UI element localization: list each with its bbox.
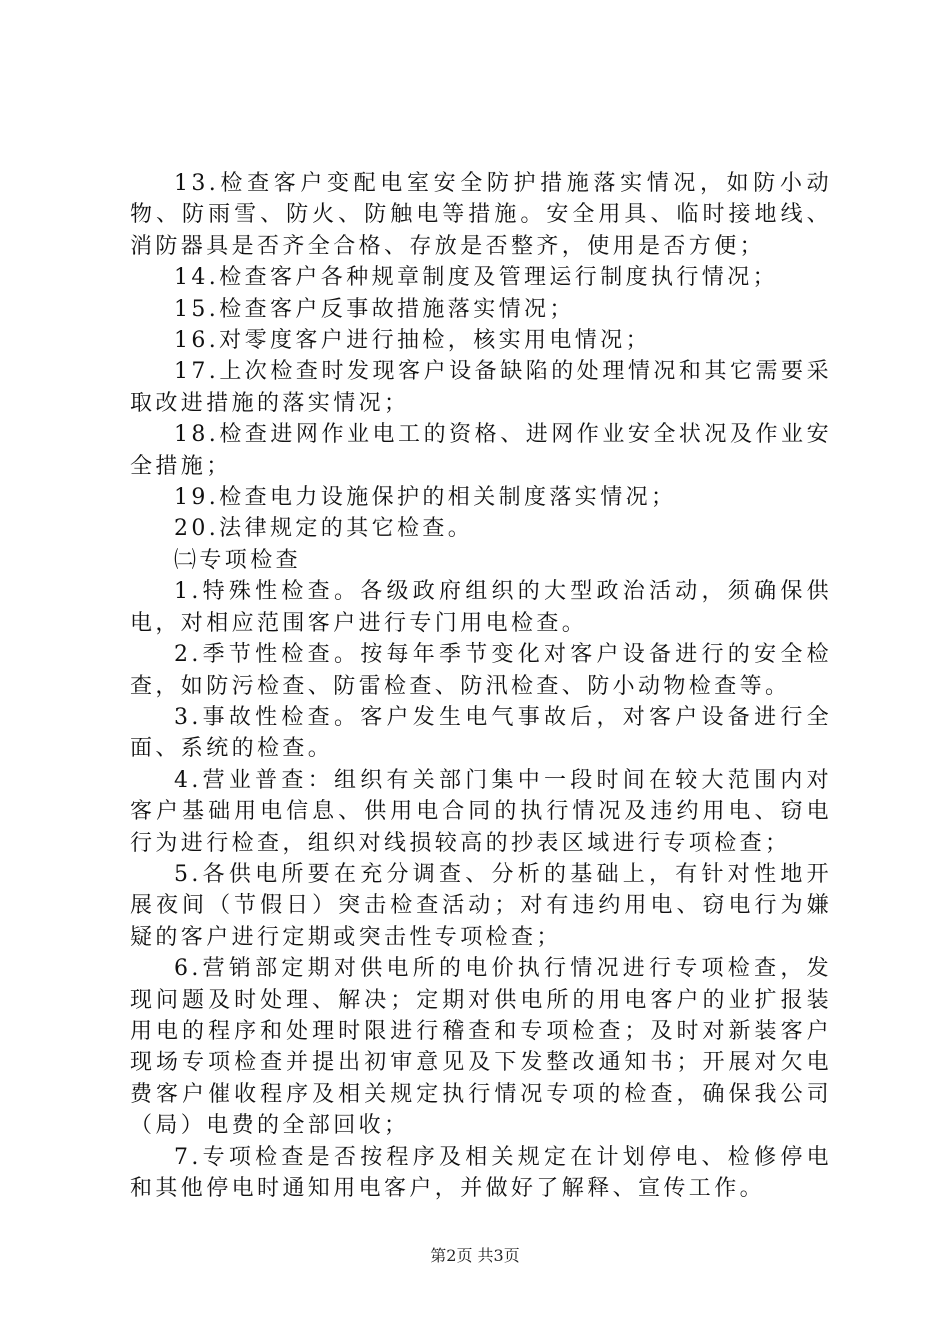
special-item-7: 7.专项检查是否按程序及相关规定在计划停电、检修停电和其他停电时通知用电客户，并做好了解释、宣传工作。 — [130, 1144, 832, 1201]
special-item-1: 1.特殊性检查。各级政府组织的大型政治活动，须确保供电，对相应范围客户进行专门用电检查。 — [130, 579, 832, 636]
document-body — [130, 168, 832, 1204]
paragraph-13: 13.检查客户变配电室安全防护措施落实情况，如防小动物、防雨雪、防火、防触电等措施。安全用具、临时接地线、消防器具是否齐全合格、存放是否整齐，使用是否方便； — [130, 171, 832, 259]
page-number-footer: 第2页 共3页 — [430, 1246, 520, 1265]
special-item-5: 5.各供电所要在充分调查、分析的基础上，有针对性地开展夜间（节假日）突击检查活动；对有违约用电、窃电行为嫌疑的客户进行定期或突击性专项检查； — [130, 861, 832, 950]
paragraph-18: 18.检查进网作业电工的资格、进网作业安全状况及作业安全措施； — [130, 422, 832, 479]
section-heading-special-inspection: ㈡专项检查 — [174, 547, 302, 573]
special-item-6: 6.营销部定期对供电所的电价执行情况进行专项检查，发现问题及时处理、解决；定期对供电所的用电客户的业扩报装用电的程序和处理时限进行稽查和专项检查；及时对新装客户现场专项检查并提出初审意见及下发整改通知书；开展对欠电费客户催收程序及相关规定执行情况专项的检查，确保我公司（局）电费的全部回收； — [130, 956, 832, 1139]
special-item-4: 4.营业普查：组织有关部门集中一段时间在较大范围内对客户基础用电信息、供用电合同的执行情况及违约用电、窃电行为进行检查，组织对线损较高的抄表区域进行专项检查； — [130, 767, 832, 856]
paragraph-14: 14.检查客户各种规章制度及管理运行制度执行情况； — [174, 265, 778, 291]
paragraph-16: 16.对零度客户进行抽检，核实用电情况； — [174, 328, 651, 354]
paragraph-19: 19.检查电力设施保护的相关制度落实情况； — [174, 485, 677, 511]
paragraph-15: 15.检查客户反事故措施落实情况； — [174, 296, 575, 322]
special-item-2: 2.季节性检查。按每年季节变化对客户设备进行的安全检查，如防污检查、防雷检查、防汛检查、防小动物检查等。 — [130, 642, 832, 699]
special-item-3: 3.事故性检查。客户发生电气事故后，对客户设备进行全面、系统的检查。 — [130, 704, 832, 762]
paragraph-17: 17.上次检查时发现客户设备缺陷的处理情况和其它需要采取改进措施的落实情况； — [130, 359, 832, 416]
paragraph-20: 20.法律规定的其它检查。 — [174, 516, 474, 542]
